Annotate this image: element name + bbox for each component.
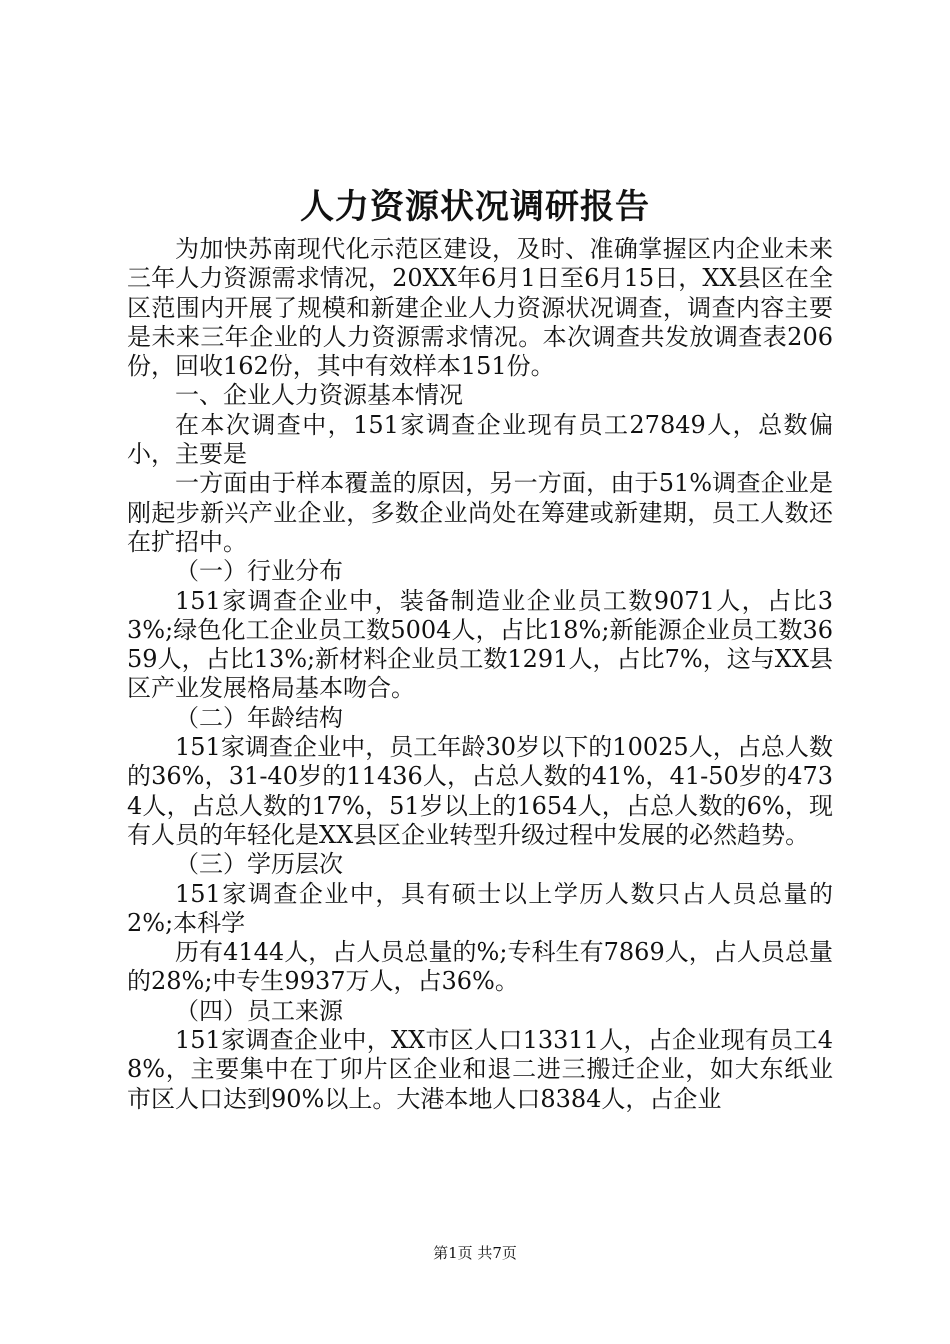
subheading-source: （四）员工来源 bbox=[175, 996, 343, 1025]
document-body bbox=[127, 235, 833, 1114]
paragraph-staff-total: 在本次调查中，151家调查企业现有员工27849人，总数偏小，主要是 bbox=[127, 410, 833, 469]
subheading-industry: （一）行业分布 bbox=[175, 557, 343, 586]
paragraph-education-2: 历有4144人，占人员总量的%;专科生有7869人，占人员总量的28%;中专生9937万人，占36%。 bbox=[127, 938, 833, 996]
subheading-age: （二）年龄结构 bbox=[175, 703, 343, 732]
paragraph-staff-reason: 一方面由于样本覆盖的原因，另一方面，由于51%调查企业是刚起步新兴产业企业，多数企业尚处在筹建或新建期，员工人数还在扩招中。 bbox=[127, 469, 833, 556]
section-heading-basic-situation: 一、企业人力资源基本情况 bbox=[175, 381, 463, 410]
document-title: 人力资源状况调研报告 bbox=[300, 187, 650, 227]
subheading-education: （三）学历层次 bbox=[175, 850, 343, 879]
paragraph-intro: 为加快苏南现代化示范区建设，及时、准确掌握区内企业未来三年人力资源需求情况，20XX年6月1日至6月15日，XX县区在全区范围内开展了规模和新建企业人力资源状况调查，调查内容主要是未来三年企业的人力资源需求情况。本次调查共发放调查表206份，回收162份，其中有效样本151份。 bbox=[127, 235, 833, 381]
page-footer: 第1页 共7页 bbox=[433, 1244, 517, 1262]
paragraph-age: 151家调查企业中，员工年龄30岁以下的10025人，占总人数的36%，31-40岁的11436人，占总人数的41%，41-50岁的4734人，占总人数的17%，51岁以上的1654人，占总人数的6%，现有人员的年轻化是XX县区企业转型升级过程中发展的必然趋势。 bbox=[127, 733, 833, 849]
paragraph-education-1: 151家调查企业中，具有硕士以上学历人数只占人员总量的2%;本科学 bbox=[127, 879, 833, 937]
paragraph-industry: 151家调查企业中，装备制造业企业员工数9071人，占比33%;绿色化工企业员工数5004人，占比18%;新能源企业员工数3659人，占比13%;新材料企业员工数1291人，占比7%，这与XX县区产业发展格局基本吻合。 bbox=[127, 586, 833, 703]
paragraph-source: 151家调查企业中，XX市区人口13311人，占企业现有员工48%，主要集中在丁卯片区企业和退二进三搬迁企业，如大东纸业市区人口达到90%以上。大港本地人口8384人，占企业 bbox=[127, 1026, 833, 1113]
